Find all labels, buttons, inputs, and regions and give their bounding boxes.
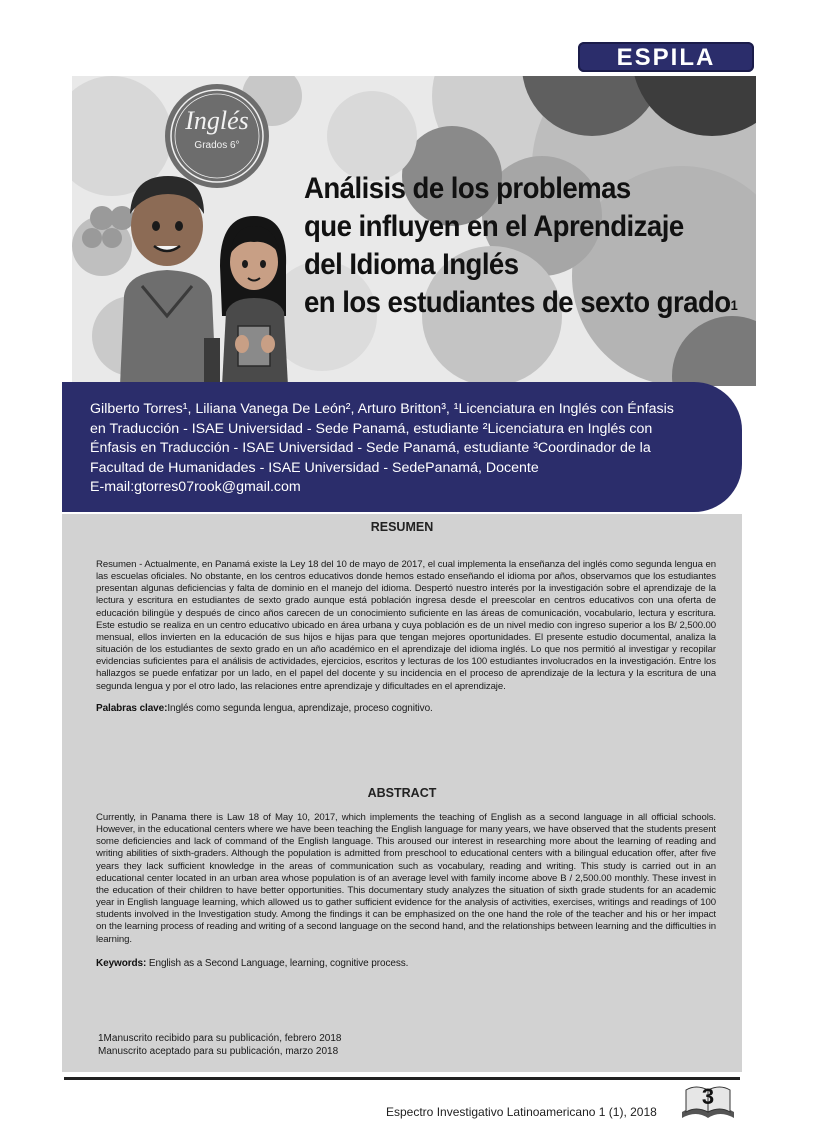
authors-block xyxy=(90,400,730,498)
footnote-received: 1Manuscrito recibido para su publicación, febrero 2018 xyxy=(98,1033,342,1044)
book-title: Inglés xyxy=(185,106,249,135)
title-line-1: Análisis de los problemas xyxy=(304,172,631,205)
abstract-body xyxy=(96,812,716,970)
title-footnote-marker: 1 xyxy=(730,297,738,313)
footer-journal: Espectro Investigativo Latinoamericano 1 (1), 2018 xyxy=(386,1105,657,1119)
authors-line-3: Énfasis en Traducción - ISAE Universidad - Sede Panamá, estudiante ³Coordinador de la xyxy=(90,440,651,456)
title-line-3: del Idioma Inglés xyxy=(304,248,519,281)
footnote-accepted: Manuscrito aceptado para su publicación, marzo 2018 xyxy=(98,1046,339,1057)
page-number-badge xyxy=(678,1082,738,1122)
abstract-keywords-label: Keywords: xyxy=(96,957,147,969)
resumen-keywords xyxy=(96,703,716,715)
authors-line-2: en Traducción - ISAE Universidad - Sede Panamá, estudiante ²Licenciatura en Inglés con xyxy=(90,420,653,437)
abstract-keywords xyxy=(96,958,716,970)
title-line-4-wrap xyxy=(304,284,738,324)
authors-line-1: Gilberto Torres¹, Liliana Vanega De León², Arturo Britton³, ¹Licenciatura en Inglés con Énfasis xyxy=(90,401,674,417)
title-line-2: que influyen en el Aprendizaje xyxy=(304,210,684,243)
footer-rule xyxy=(64,1077,740,1080)
author-email: E-mail:gtorres07rook@gmail.com xyxy=(90,479,301,495)
title-line-4: en los estudiantes de sexto grado xyxy=(304,286,731,319)
resumen-text: Resumen - Actualmente, en Panamá existe la Ley 18 del 10 de mayo de 2017, el cual implementa la enseñanza del inglés como segunda lengua en las escuelas oficiales. No obstante, en los centros educativos donde hemos estado enseñando el idioma por años, observamos que los estudiantes presentan algunas deficiencias y falta de dominio en el manejo del idioma. Despertó nuestro interés por la investigación sobre el aprendizaje de la lectura y escritura en estudiantes de sexto grado aunque está población ingresa desde el preescolar en centros educativos con una oferta de educación bilingüe y después de cinco años carecen de un conocimiento suficiente en las áreas de comunicación, vocabulario, lectura y escritura. Este estudio se realiza en un centro educativo ubicado en área urbana y cuya población es de un nivel medio con ingreso superior a los B/ 2,500.00 mensual, ellos invierten en la educación de sus hijos e hijas para que tengan mejores oportunidades. El presente estudio documental, analiza la situación de los estudiantes de sexto grado en un año académico en el aprendizaje del idioma inglés. Lo que nos permitió al investigar y recopilar evidencias suficientes para el análisis de actividades, ejercicios, escritos y lecturas de los 100 estudiantes involucrados en la investigación. Entre los hallazgos se puede enfatizar por un lado, en el papel del docente y su incidencia en el proceso de aprendizaje de la lectura y la escritura de una segunda lengua y por el otro lado, las relaciones entre aprendizaje y dificultades en el aprendizaje. xyxy=(96,559,716,692)
book-grade: Grados 6° xyxy=(194,140,240,151)
abstract-keywords-text: English as a Second Language, learning, cognitive process. xyxy=(148,957,409,969)
abstract-text: Currently, in Panama there is Law 18 of May 10, 2017, which implements the teaching of English as a second language in all official schools. However, in the educational centers where we have been teaching the English language for many years, we have observed that the students present some deficiencies and lack of command of the English language. This aroused our interest in researching more about the learning of reading and writing abilities of sixth-graders. Although the population is admitted from preschool to educational centers with a bilingual education offer, after five years they lack sufficient knowledge in the areas of communication such as vocabulary, reading and writing. This study is carried out in an educational center located in an urban area whose population is of an average level with family income above B / 2,500.00 monthly. These invest in the education of their children to have better opportunities. This documentary study analyzes the situation of sixth grade students for an academic year in English language learning, which allowed us to gather sufficient evidence for the analysis of activities, exercises, writings and readings of 100 students involved in the Investigation study. Among the findings it can be emphasized on the one hand the role of the teacher and his or her impact on the learning process of reading and writing of a second language on the second hand, and the relationships between learning and the difficulties in learning. xyxy=(96,812,716,945)
page-number: 3 xyxy=(701,1084,715,1109)
resumen-keywords-text: Inglés como segunda lengua, aprendizaje, proceso cognitivo. xyxy=(167,702,433,714)
resumen-keywords-label: Palabras clave: xyxy=(96,702,168,714)
resumen-body xyxy=(96,559,716,715)
article-title xyxy=(304,170,738,324)
journal-badge: ESPILA xyxy=(578,42,754,72)
authors-line-4: Facultad de Humanidades - ISAE Universidad - SedePanamá, Docente xyxy=(90,459,539,476)
resumen-heading: RESUMEN xyxy=(370,520,434,534)
abstract-heading: ABSTRACT xyxy=(367,786,437,800)
